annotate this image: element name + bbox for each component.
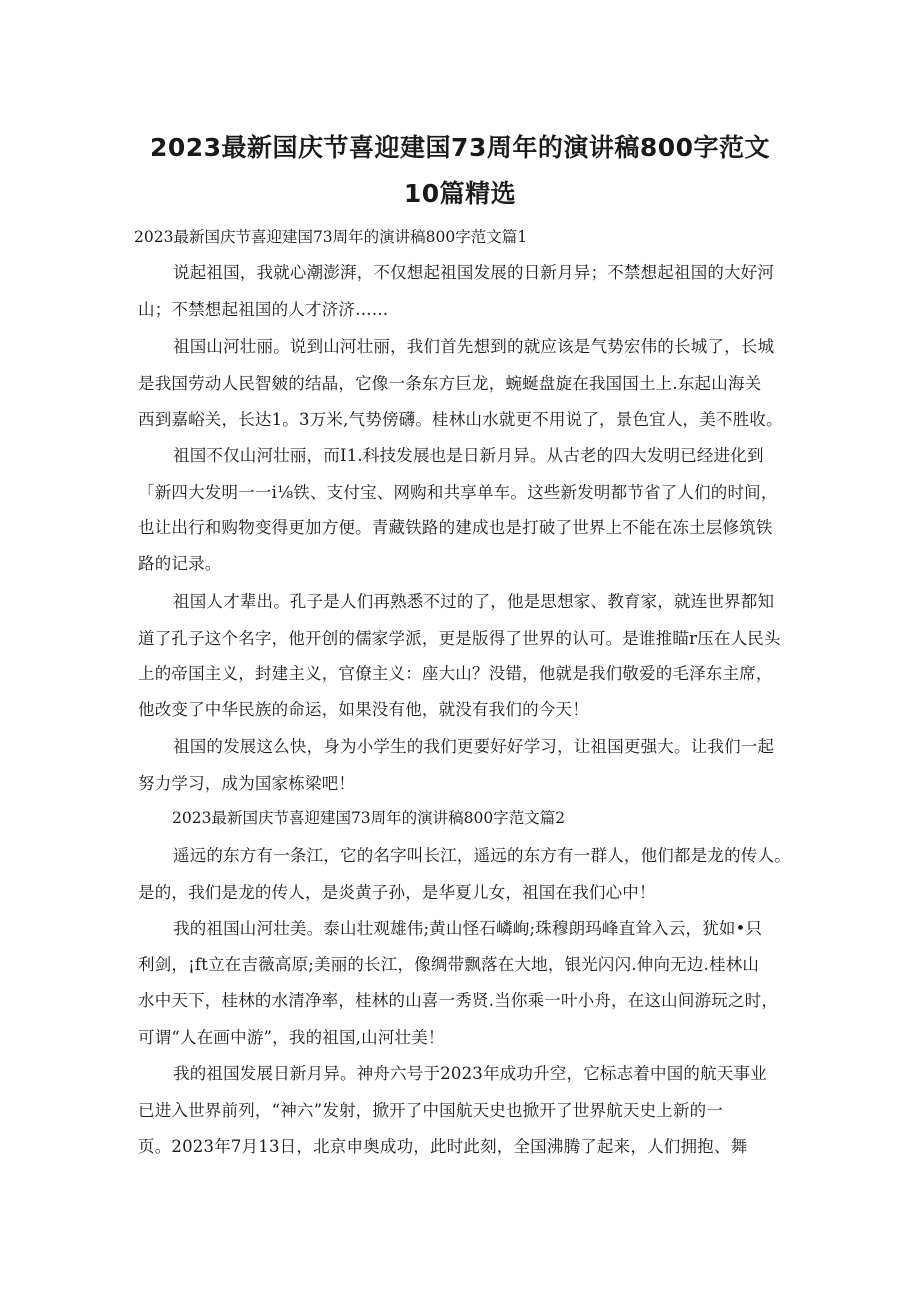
paragraph-line: 也让出行和购物变得更加方便。青藏铁路的建成也是打破了世界上不能在冻土层修筑铁 [138,518,773,537]
paragraph-line: 我的祖国发展日新月异。神舟六号于2023年成功升空，它标志着中国的航天事业 [173,1064,767,1083]
paragraph-line: 页。2023年7月13日，北京申奥成功，此时此刻，全国沸腾了起来，人们拥抱、舞 [138,1137,748,1156]
paragraph-line: 「新四大发明一一i⅛铁、支付宝、网购和共享单车。这些新发明都节省了人们的时间， [138,483,778,502]
paragraph-line: 已进入世界前列，“神六”发射，掀开了中国航天史也掀开了世界航天史上新的一 [138,1101,724,1120]
paragraph-line: 祖国人才辈出。孔子是人们再熟悉不过的了，他是思想家、教育家，就连世界都知 [173,592,775,611]
document-title-line-2: 10篇精选 [403,179,517,208]
section-heading-1: 2023最新国庆节喜迎建国73周年的演讲稿800字范文篇1 [134,228,528,246]
paragraph-line: 山；不禁想起祖国的人才济济…… [138,300,389,319]
paragraph-line: 道了孔子这个名字，他开创的儒家学派，更是版得了世界的认可。是谁推瞄r压在人民头 [138,629,781,648]
paragraph-line: 我的祖国山河壮美。泰山壮观雄伟;黄山怪石嶙峋;珠穆朗玛峰直耸入云，犹如•只 [173,919,763,938]
paragraph-line: 遥远的东方有一条江，它的名字叫长江，遥远的东方有一群人，他们都是龙的传人。 [173,846,791,865]
paragraph-line: 是我国劳动人民智皴的结晶，它像一条东方巨龙，蜿蜒盘旋在我国国土上.东起山海关 [138,374,762,393]
paragraph-line: 可谓“人在画中游”，我的祖国,山河壮美！ [138,1028,445,1047]
paragraph-line: 说起祖国，我就心潮澎湃，不仅想起祖国发展的日新月异；不禁想起祖国的大好河 [173,263,775,282]
paragraph-line: 路的记录。 [138,554,222,573]
paragraph-line: 努力学习，成为国家栋梁吧！ [138,774,356,793]
paragraph-line: 水中天下，桂林的水清净率，桂林的山喜一秀贤.当你乘一叶小舟，在这山间游玩之时， [138,991,779,1010]
document-title-line-1: 2023最新国庆节喜迎建国73周年的演讲稿800字范文 [149,133,771,162]
paragraph-line: 上的帝国主义，封建主义，官僚主义：座大山？没错，他就是我们敬爱的毛泽东主席， [138,664,773,683]
paragraph-line: 祖国不仅山河壮丽，而I1.科技发展也是日新月异。从古老的四大发明已经进化到 [173,446,764,465]
paragraph-line: 祖国的发展这么快，身为小学生的我们更要好好学习，让祖国更强大。让我们一起 [173,737,775,756]
paragraph-line: 他改变了中华民族的命运，如果没有他，就没有我们的今天！ [138,700,589,719]
paragraph-line: 西到嘉峪关，长达1。3万米,气势傍礴。桂林山水就更不用说了，景色宜人，美不胜收。 [138,410,783,429]
paragraph-line: 是的，我们是龙的传人，是炎黄子孙，是华夏儿女，祖国在我们心中！ [138,883,656,902]
paragraph-line: 祖国山河壮丽。说到山河壮丽，我们首先想到的就应该是气势宏伟的长城了，长城 [173,337,775,356]
section-heading-2: 2023最新国庆节喜迎建国73周年的演讲稿800字范文篇2 [172,809,566,827]
paragraph-line: 利剑，¡ft立在吉薇高原;美丽的长江，像绸带飘落在大地，银光闪闪.伸向无边.桂林山 [138,955,760,974]
